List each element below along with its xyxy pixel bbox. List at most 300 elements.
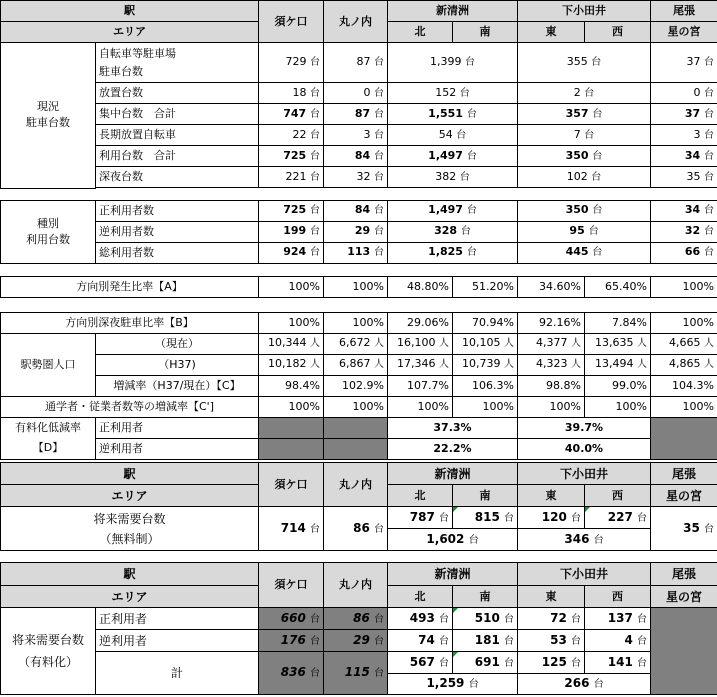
cell-value	[324, 354, 388, 375]
unit: 台	[571, 613, 582, 625]
value: 382	[435, 169, 457, 183]
cell-value: 98.4%	[259, 375, 324, 396]
value: 125	[541, 654, 567, 669]
unit: 台	[456, 129, 467, 141]
unit: 台	[591, 171, 602, 183]
value: 691	[474, 654, 500, 669]
unit: 台	[466, 150, 477, 162]
unit: 台	[310, 108, 320, 120]
cell-value: 100%	[324, 396, 388, 417]
value: 0	[693, 85, 701, 99]
cell-value	[453, 608, 518, 630]
value: 0	[363, 85, 371, 99]
value: 346	[564, 531, 590, 546]
cell-value	[259, 354, 324, 375]
cell-value	[585, 652, 651, 674]
unit: 台	[374, 613, 385, 625]
unit: 台	[466, 247, 477, 258]
unit: 人	[704, 359, 714, 370]
unit: 台	[374, 57, 384, 68]
unit: 台	[466, 108, 477, 120]
value: 787	[409, 509, 435, 524]
header-hoshinomiya: 星の宮	[651, 586, 717, 608]
unit: 台	[466, 205, 477, 216]
unit: 台	[374, 150, 384, 162]
unit: 台	[584, 87, 595, 99]
value: 227	[607, 509, 633, 524]
cell-value	[388, 43, 518, 83]
unit: 台	[465, 57, 475, 68]
cell-value	[259, 167, 324, 188]
unit: 台	[584, 129, 595, 141]
row-label: 逆利用者数	[96, 221, 259, 242]
cell-value	[651, 83, 717, 104]
unit: 台	[374, 205, 384, 216]
unit: 台	[374, 171, 384, 183]
cell-value	[259, 221, 324, 242]
cell-value: 40.0%	[518, 438, 651, 459]
value: 350	[565, 148, 589, 162]
unit: 台	[374, 87, 384, 99]
value: 350	[565, 203, 589, 216]
value: 86	[353, 610, 370, 625]
value: 181	[474, 632, 500, 647]
value: 22	[292, 127, 307, 141]
unit: 台	[704, 205, 714, 216]
unit: 台	[591, 57, 602, 68]
unit: 台	[310, 247, 320, 258]
cell-value	[324, 507, 388, 551]
unit: 台	[459, 171, 470, 183]
cell-value	[651, 104, 717, 125]
value: 10,344	[268, 336, 307, 349]
value: 13,635	[595, 336, 634, 349]
cell-value	[585, 333, 651, 354]
unit: 台	[374, 635, 385, 647]
cell-value: 100%	[259, 396, 324, 417]
cell-value	[518, 242, 651, 263]
value: 747	[283, 106, 307, 120]
cell-value: 37.3%	[388, 417, 518, 438]
cell-value: 104.3%	[651, 375, 717, 396]
grey-cell	[324, 417, 388, 438]
header-hoshinomiya: 星の宮	[651, 22, 717, 43]
unit: 人	[571, 359, 581, 370]
value: 35	[686, 169, 701, 183]
cell-value: 99.0%	[585, 375, 651, 396]
value: 924	[283, 245, 307, 258]
cell-value	[518, 43, 651, 83]
cell-value	[651, 333, 717, 354]
cell-value	[388, 333, 453, 354]
future-paid-group-text: 将来需要台数 （有料化）	[11, 633, 84, 669]
future-free-label	[1, 507, 259, 551]
header-shimokotai: 下小田井	[518, 563, 651, 586]
header-marunouchi: 丸ノ内	[324, 463, 388, 507]
unit: 人	[310, 359, 320, 370]
row-label: 正利用者数	[96, 200, 259, 221]
header-area: エリア	[1, 586, 259, 608]
row-label: （現在）	[96, 333, 259, 354]
value: 4	[624, 632, 633, 647]
value: 725	[283, 148, 307, 162]
cell-value	[259, 83, 324, 104]
value: 86	[353, 520, 370, 535]
cell-value	[388, 630, 453, 652]
unit: 台	[468, 679, 479, 690]
row-label-text: 自転車等駐車場 駐車台数	[99, 46, 176, 78]
value: 4,377	[536, 336, 568, 349]
cell-value	[651, 354, 717, 375]
usage-group-text: 種別 利用台数	[26, 216, 70, 246]
future-free-table	[0, 462, 717, 551]
unit: 台	[592, 247, 603, 258]
unit: 台	[310, 635, 321, 647]
reduction-group-text: 有料化低減率 【D】	[15, 421, 81, 454]
cell-value	[388, 125, 518, 146]
unit: 人	[504, 359, 514, 370]
cell-value	[651, 200, 717, 221]
cell-value	[651, 242, 717, 263]
unit: 台	[460, 226, 471, 237]
header-north: 北	[388, 22, 453, 43]
cell-value	[259, 242, 324, 263]
unit: 台	[504, 512, 515, 524]
cell-value	[518, 146, 651, 167]
unit: 台	[704, 87, 714, 99]
value: 4,665	[669, 336, 701, 349]
unit: 台	[592, 150, 603, 162]
value: 113	[347, 245, 371, 258]
header-sukeguchi: 須ケ口	[259, 563, 324, 608]
usage-group-label	[1, 200, 96, 263]
value: 836	[280, 665, 306, 679]
cell-value	[518, 333, 585, 354]
cell-value: 65.40%	[585, 276, 651, 297]
unit: 台	[310, 226, 320, 237]
cell-value: 7.84%	[585, 312, 651, 333]
cell-value	[324, 83, 388, 104]
header-west: 西	[585, 485, 651, 507]
cell-value	[259, 507, 324, 551]
value: 10,182	[268, 357, 307, 370]
value: 13,494	[595, 357, 634, 370]
cell-value: 100%	[259, 312, 324, 333]
cell-value	[388, 674, 518, 695]
value: 84	[354, 148, 371, 162]
unit: 台	[571, 657, 582, 669]
value: 74	[418, 632, 435, 647]
unit: 台	[439, 512, 449, 524]
cell-value	[518, 674, 651, 695]
unit: 台	[592, 205, 603, 216]
total-label: 計	[96, 652, 259, 695]
cell-value	[453, 630, 518, 652]
unit: 人	[374, 338, 384, 349]
header-owari: 尾張	[651, 1, 717, 22]
value: 87	[356, 55, 371, 68]
value: 199	[283, 224, 307, 237]
unit: 台	[704, 523, 715, 535]
header-north: 北	[388, 586, 453, 608]
cell-value	[585, 630, 651, 652]
cell-value	[324, 608, 388, 630]
cell-value	[324, 630, 388, 652]
cell-value	[585, 354, 651, 375]
value: 84	[354, 203, 371, 216]
cell-value: 100%	[518, 396, 585, 417]
unit: 台	[593, 534, 604, 546]
header-sukeguchi: 須ケ口	[259, 1, 324, 43]
population-group-label: 駅勢圏人口	[1, 333, 96, 396]
value: 176	[280, 632, 306, 647]
current-group-label	[1, 43, 96, 189]
cell-value	[518, 507, 585, 529]
cell-value	[388, 608, 453, 630]
header-shimokotai: 下小田井	[518, 1, 651, 22]
value: 95	[569, 224, 585, 237]
header-east: 東	[518, 586, 585, 608]
unit: 台	[374, 247, 384, 258]
cell-value: 107.7%	[388, 375, 453, 396]
value: 120	[541, 509, 567, 524]
unit: 台	[637, 512, 648, 524]
cell-value: 100%	[585, 396, 651, 417]
value: 567	[409, 654, 435, 669]
unit: 台	[374, 226, 384, 237]
cell-value	[651, 507, 717, 551]
header-marunouchi: 丸ノ内	[324, 1, 388, 43]
header-station: 駅	[1, 1, 259, 22]
unit: 台	[704, 129, 714, 141]
unit: 台	[310, 129, 320, 141]
cell-value	[259, 43, 324, 83]
cell-value: 100%	[651, 312, 717, 333]
cell-value	[259, 652, 324, 695]
value: 37	[684, 106, 701, 120]
cell-value	[518, 125, 651, 146]
row-label	[96, 43, 259, 83]
cell-value	[388, 167, 518, 188]
value: 1,259	[426, 676, 465, 690]
value: 115	[344, 665, 370, 679]
cell-value	[388, 242, 518, 263]
value: 510	[474, 610, 500, 625]
cell-value: 92.16%	[518, 312, 585, 333]
cell-value	[585, 608, 651, 630]
header-hoshinomiya: 星の宮	[651, 485, 717, 507]
unit: 台	[310, 205, 320, 216]
cell-value	[324, 333, 388, 354]
unit: 台	[637, 657, 648, 669]
unit: 人	[439, 338, 449, 349]
unit: 台	[588, 226, 599, 237]
cell-value: 34.60%	[518, 276, 585, 297]
header-east: 東	[518, 22, 585, 43]
cell-value	[388, 221, 518, 242]
value: 34	[684, 203, 701, 216]
header-south: 南	[453, 586, 518, 608]
current-group-text: 現況 駐車台数	[26, 100, 70, 130]
value: 725	[283, 203, 307, 216]
cell-value	[259, 104, 324, 125]
value: 18	[292, 85, 307, 99]
header-north: 北	[388, 485, 453, 507]
cell-value	[324, 242, 388, 263]
value: 6,867	[339, 357, 371, 370]
value: 3	[693, 127, 701, 141]
header-south: 南	[453, 22, 518, 43]
value: 221	[285, 169, 307, 183]
unit: 人	[637, 359, 647, 370]
ratio-b-label: 方向別深夜駐車比率【B】	[1, 312, 259, 333]
value: 17,346	[397, 357, 436, 370]
value: 53	[550, 632, 567, 647]
cell-value	[518, 630, 585, 652]
header-shinkiyosu: 新清洲	[388, 463, 518, 485]
cell-value: 100%	[453, 396, 518, 417]
header-sukeguchi: 須ケ口	[259, 463, 324, 507]
grey-cell	[259, 438, 324, 459]
value: 54	[438, 127, 453, 141]
row-label: 増減率（H37/現在）【C】	[96, 375, 259, 396]
value: 37	[686, 55, 701, 68]
unit: 台	[504, 635, 515, 647]
unit: 台	[374, 668, 385, 679]
cell-value	[388, 507, 453, 529]
value: 6,672	[339, 336, 371, 349]
unit: 台	[704, 57, 714, 68]
value: 357	[565, 106, 589, 120]
cell-value	[259, 333, 324, 354]
cell-value	[651, 221, 717, 242]
unit: 台	[704, 171, 714, 183]
value: 34	[684, 148, 701, 162]
value: 10,105	[462, 336, 501, 349]
unit: 台	[310, 668, 321, 679]
header-area: エリア	[1, 485, 259, 507]
unit: 台	[459, 87, 470, 99]
unit: 台	[637, 635, 648, 647]
unit: 台	[310, 150, 320, 162]
value: 4,323	[536, 357, 568, 370]
row-label: 放置台数	[96, 83, 259, 104]
value: 66	[684, 245, 701, 258]
unit: 台	[310, 57, 320, 68]
header-shimokotai: 下小田井	[518, 463, 651, 485]
cell-value: 100%	[324, 312, 388, 333]
row-label: 逆利用者	[96, 630, 259, 652]
future-paid-table	[0, 562, 717, 695]
cell-value: 29.06%	[388, 312, 453, 333]
row-label: （H37)	[96, 354, 259, 375]
value: 29	[354, 224, 371, 237]
row-label: 利用台数 合計	[96, 146, 259, 167]
cell-value	[453, 333, 518, 354]
value: 1,497	[428, 148, 463, 162]
cell-value	[388, 146, 518, 167]
unit: 台	[637, 613, 648, 625]
cell-value: 100%	[651, 276, 717, 297]
unit: 台	[704, 226, 714, 237]
value: 493	[409, 610, 435, 625]
cell-value	[324, 652, 388, 695]
cell-value	[324, 43, 388, 83]
cell-value: 98.8%	[518, 375, 585, 396]
cell-value	[388, 83, 518, 104]
value: 72	[550, 610, 567, 625]
cell-value	[453, 652, 518, 674]
unit: 人	[571, 338, 581, 349]
cell-value	[324, 167, 388, 188]
row-label: 総利用者数	[96, 242, 259, 263]
unit: 台	[704, 108, 714, 120]
value: 2	[573, 85, 581, 99]
value: 355	[566, 55, 588, 68]
value: 729	[285, 55, 307, 68]
unit: 台	[571, 635, 582, 647]
unit: 人	[374, 359, 384, 370]
cell-value	[259, 125, 324, 146]
value: 1,399	[430, 55, 462, 68]
value: 152	[435, 85, 457, 99]
header-south: 南	[453, 485, 518, 507]
cell-value: 106.3%	[453, 375, 518, 396]
unit: 台	[593, 679, 604, 690]
cell-value	[518, 104, 651, 125]
unit: 台	[374, 108, 384, 120]
unit: 人	[310, 338, 320, 349]
cell-value: 39.7%	[518, 417, 651, 438]
unit: 台	[504, 613, 515, 625]
grey-cell	[324, 438, 388, 459]
cell-value	[518, 200, 651, 221]
cell-value	[651, 43, 717, 83]
value: 141	[607, 654, 633, 669]
cell-value: 51.20%	[453, 276, 518, 297]
header-station: 駅	[1, 563, 259, 586]
header-east: 東	[518, 485, 585, 507]
value: 660	[280, 610, 306, 625]
cell-value: 48.80%	[388, 276, 453, 297]
cell-value	[585, 507, 651, 529]
cell-value	[651, 125, 717, 146]
grey-cell	[651, 417, 717, 459]
cell-value: 100%	[324, 276, 388, 297]
cell-value	[259, 146, 324, 167]
value: 4,865	[669, 357, 701, 370]
value: 16,100	[397, 336, 436, 349]
unit: 台	[374, 523, 384, 535]
unit: 台	[310, 87, 320, 99]
header-west: 西	[585, 586, 651, 608]
value: 1,602	[426, 531, 465, 546]
cell-value	[324, 104, 388, 125]
cell-value	[388, 529, 518, 551]
cell-value	[324, 221, 388, 242]
value: 3	[363, 127, 371, 141]
unit: 台	[310, 613, 321, 625]
unit: 台	[439, 613, 450, 625]
header-west: 西	[585, 22, 651, 43]
cell-value	[518, 221, 651, 242]
future-paid-group-label	[1, 608, 96, 695]
cell-value: 70.94%	[453, 312, 518, 333]
ratio-a-label: 方向別発生比率【A】	[1, 276, 259, 297]
cell-value	[518, 608, 585, 630]
header-area: エリア	[1, 22, 259, 43]
value: 10,739	[462, 357, 501, 370]
